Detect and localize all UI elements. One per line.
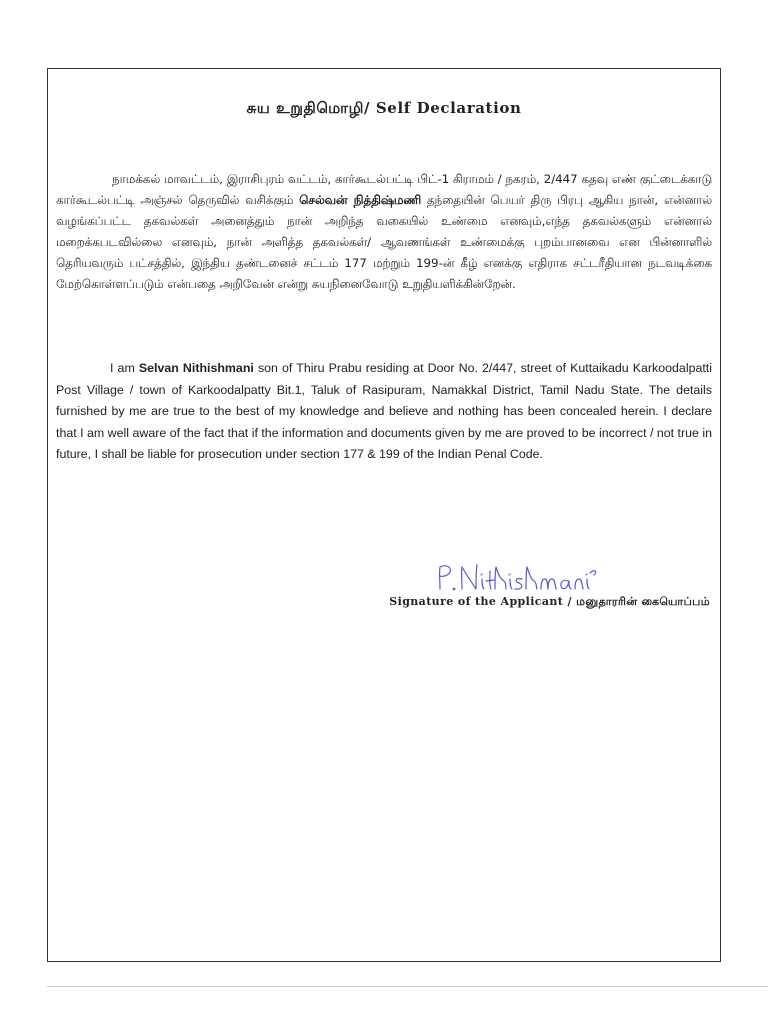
- page-divider: [47, 986, 768, 987]
- tamil-paragraph-part1: நாமக்கல் மாவட்டம், இராசிபுரம் வட்டம், கார்கூடல்பட்டி பிட்-1 கிராமம் / நகரம், 2/447 கதவு எண் குட்டைக்காடு கார்கூடல்பட்டி அஞ்சல் தெருவில் வசிக்கும்: [56, 172, 712, 207]
- tamil-applicant-name: செல்வன் நித்திஷ்மணி: [299, 193, 421, 207]
- handwritten-signature: [428, 559, 608, 597]
- tamil-paragraph-part2: தந்தையின் பெயர் திரு பிரபு ஆகிய நான், என்னால் வழங்கப்பட்ட தகவல்கள் அனைத்தும் நான் அறிந்த வகையில் உண்மை எனவும்,எந்த தகவல்களும் என்னால் மறைக்கபடவில்லை எனவும், நான் அளித்த தகவல்கள்/ ஆவணங்கள் உண்மைக்கு புறம்பானவை என பின்னாளில் தெரியவரும் பட்சத்தில், இந்திய தண்டனைச் சட்டம் 177 மற்றும் 199-ன் கீழ் எனக்கு எதிராக சட்டரீதியான நடவடிக்கை மேற்கொள்ளப்படும் என்பதை அறிவேன் என்று சுயநினைவோடு உறுதியளிக்கின்றேன்.: [56, 193, 713, 291]
- english-applicant-name: Selvan Nithishmani: [138, 361, 254, 375]
- declaration-document: [47, 68, 721, 962]
- tamil-declaration-paragraph: [56, 169, 712, 295]
- signature-caption: Signature of the Applicant / மனுதாரரின் கையொப்பம்: [389, 595, 710, 608]
- english-paragraph-part1: I am: [110, 361, 139, 375]
- document-title: சுய உறுதிமொழி/ Self Declaration: [246, 99, 522, 117]
- english-paragraph-part2: son of Thiru Prabu residing at Door No. 2/447, street of Kuttaikadu Karkoodalpatti Post Village / town of Karkoodalpatty Bit.1, Taluk of Rasipuram, Namakkal District, Tamil Nadu State. The details furnished by me are true to the best of my knowledge and believe and nothing has been concealed herein. I declare that I am well aware of the fact that if the information and documents given by me are proved to be incorrect / not true in future, I shall be liable for prosecution under section 177 & 199 of the Indian Penal Code.: [56, 361, 712, 461]
- english-declaration-paragraph: [56, 358, 712, 466]
